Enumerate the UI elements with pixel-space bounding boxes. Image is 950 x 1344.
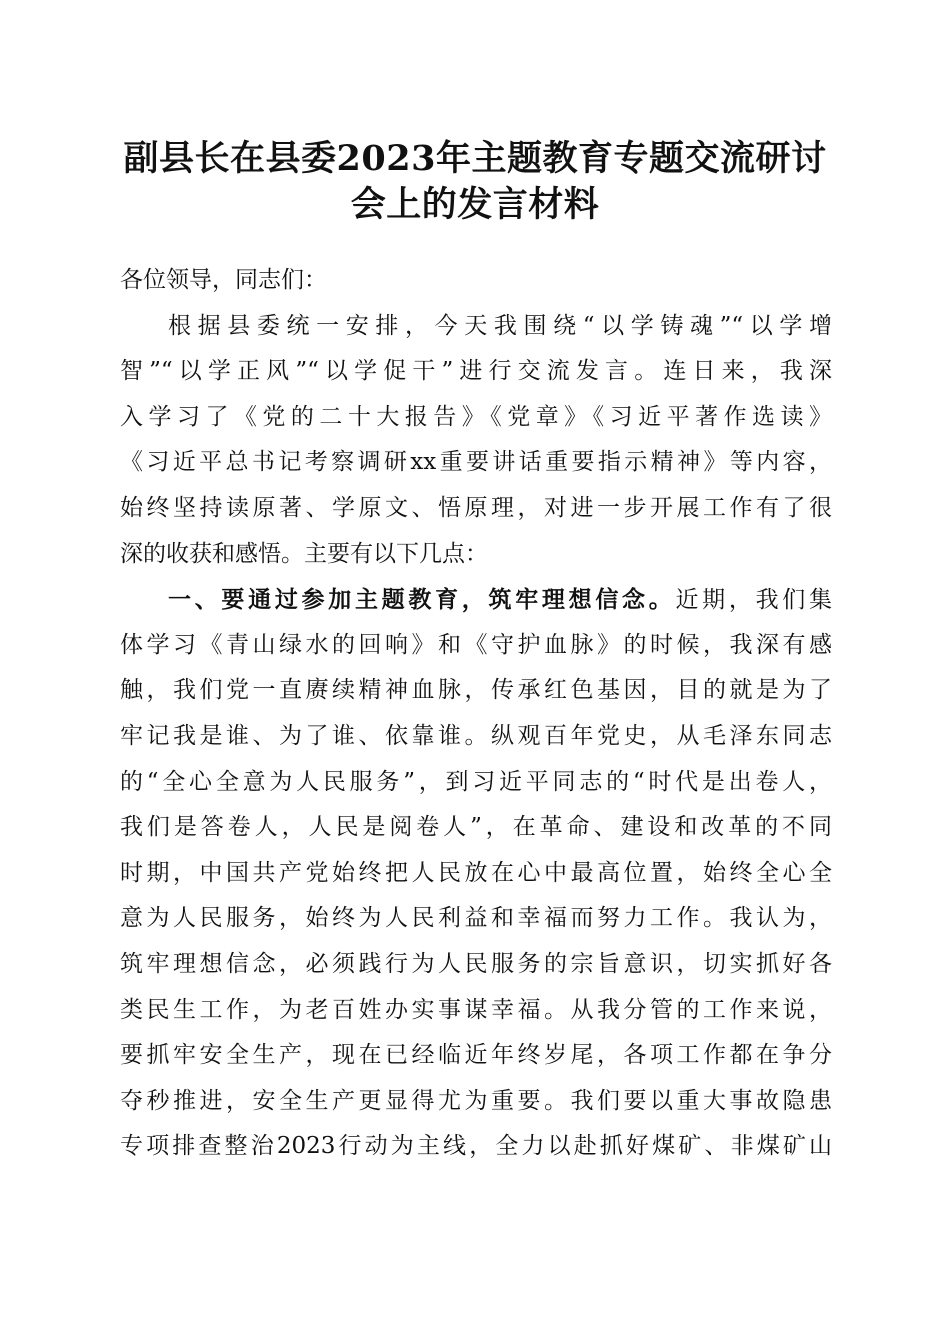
paragraph-2 (120, 577, 832, 1170)
paragraph-1 (120, 304, 832, 578)
paragraph-2-line-8: 意为人民服务，始终为人民利益和幸福而努力工作。我认为， (120, 905, 832, 932)
paragraph-2-line-9: 筑牢理想信念，必须践行为人民服务的宗旨意识，切实抓好各 (120, 950, 832, 977)
paragraph-2-line-10: 类民生工作，为老百姓办实事谋幸福。从我分管的工作来说， (120, 996, 832, 1023)
title-line-1: 副县长在县委2023年主题教育专题交流研讨 (123, 138, 827, 179)
paragraph-2-line-7: 时期，中国共产党始终把人民放在心中最高位置，始终全心全 (120, 859, 832, 886)
paragraph-2-line-4: 牢记我是谁、为了谁、依靠谁。纵观百年党史，从毛泽东同志 (120, 722, 832, 749)
document-title (100, 136, 850, 228)
paragraph-2-line-13: 专项排查整治2023行动为主线，全力以赴抓好煤矿、非煤矿山 (120, 1133, 832, 1160)
paragraph-1-line-3: 入学习了《党的二十大报告》《党章》《习近平著作选读》 (120, 403, 832, 430)
paragraph-1-line-2: 智”“以学正风”“以学促干”进行交流发言。连日来，我深 (120, 358, 832, 385)
paragraph-2-line-3: 触，我们党一直赓续精神血脉，传承红色基因，目的就是为了 (120, 677, 832, 704)
section-heading-1: 一、要通过参加主题教育，筑牢理想信念。 (168, 586, 676, 614)
paragraph-2-line-1-rest: 近期，我们集 (675, 587, 833, 614)
paragraph-2-line-11: 要抓牢安全生产，现在已经临近年终岁尾，各项工作都在争分 (120, 1042, 832, 1069)
title-line-2: 会上的发言材料 (350, 184, 600, 225)
paragraph-1-line-6: 深的收获和感悟。主要有以下几点： (120, 540, 488, 567)
paragraph-1-line-1: 根据县委统一安排，今天我围绕“以学铸魂”“以学增 (168, 312, 832, 339)
document-body (120, 258, 832, 1170)
paragraph-2-line-12: 夺秒推进，安全生产更显得尤为重要。我们要以重大事故隐患 (120, 1087, 832, 1114)
paragraph-1-line-4: 《习近平总书记考察调研xx重要讲话重要指示精神》等内容， (120, 449, 832, 476)
paragraph-2-line-6: 我们是答卷人，人民是阅卷人”，在革命、建设和改革的不同 (120, 814, 832, 841)
paragraph-2-line-1 (120, 577, 832, 623)
salutation: 各位领导，同志们： (120, 267, 327, 293)
paragraph-1-line-5: 始终坚持读原著、学原文、悟原理，对进一步开展工作有了很 (120, 494, 832, 521)
paragraph-2-line-2: 体学习《青山绿水的回响》和《守护血脉》的时候，我深有感 (120, 631, 832, 658)
paragraph-2-line-5: 的“全心全意为人民服务”，到习近平同志的“时代是出卷人， (120, 768, 832, 795)
